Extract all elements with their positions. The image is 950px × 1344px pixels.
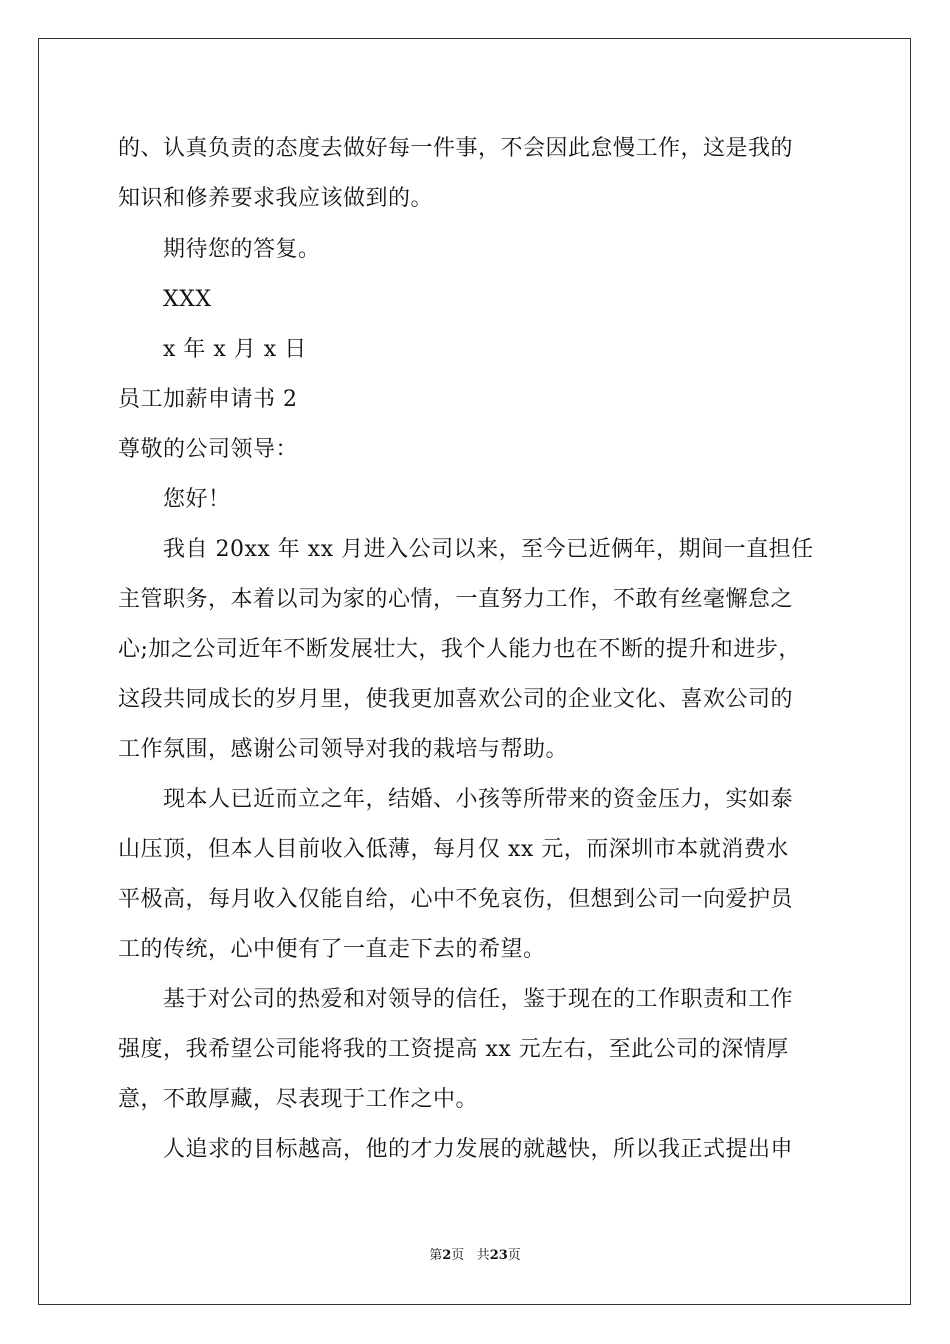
body-line: 意，不敢厚藏，尽表现于工作之中。: [118, 1087, 479, 1112]
body-line: 基于对公司的热爱和对领导的信任，鉴于现在的工作职责和工作: [163, 987, 794, 1012]
body-line: 平极高，每月收入仅能自给，心中不免哀伤，但想到公司一向爱护员: [118, 887, 794, 912]
body-line: 主管职务，本着以司为家的心情，一直努力工作，不敢有丝毫懈怠之: [118, 587, 794, 612]
body-line: 的、认真负责的态度去做好每一件事，不会因此怠慢工作，这是我的: [118, 136, 794, 161]
page-number: 2: [442, 1248, 452, 1263]
total-suffix: 页: [507, 1248, 521, 1263]
section-title: 员工加薪申请书 2: [118, 387, 298, 412]
body-line: 心;加之公司近年不断发展壮大，我个人能力也在不断的提升和进步，: [118, 637, 801, 662]
total-prefix: 共: [476, 1248, 490, 1263]
body-line: 这段共同成长的岁月里，使我更加喜欢公司的企业文化、喜欢公司的: [118, 687, 794, 712]
total-pages: 23: [489, 1248, 508, 1263]
body-line: 工作氛围，感谢公司领导对我的栽培与帮助。: [118, 737, 569, 762]
closing-line: 期待您的答复。: [163, 237, 321, 262]
page-suffix: 页: [451, 1248, 465, 1263]
body-line: 强度，我希望公司能将我的工资提高 xx 元左右，至此公司的深情厚: [118, 1037, 789, 1062]
body-line: 现本人已近而立之年，结婚、小孩等所带来的资金压力，实如泰: [163, 787, 794, 812]
body-line: 人追求的目标越高，他的才力发展的就越快，所以我正式提出申: [163, 1137, 794, 1162]
page-footer: [0, 1247, 950, 1265]
salutation: 尊敬的公司领导：: [118, 437, 299, 462]
body-line: 知识和修养要求我应该做到的。: [118, 186, 434, 211]
signature-date: x 年 x 月 x 日: [163, 337, 307, 362]
body-line: 山压顶，但本人目前收入低薄，每月仅 xx 元，而深圳市本就消费水: [118, 837, 789, 862]
greeting: 您好！: [163, 487, 231, 512]
signature-name: XXX: [163, 287, 212, 312]
body-line: 我自 20xx 年 xx 月进入公司以来，至今已近俩年，期间一直担任: [163, 537, 814, 562]
page-prefix: 第: [429, 1248, 443, 1263]
body-line: 工的传统，心中便有了一直走下去的希望。: [118, 937, 546, 962]
